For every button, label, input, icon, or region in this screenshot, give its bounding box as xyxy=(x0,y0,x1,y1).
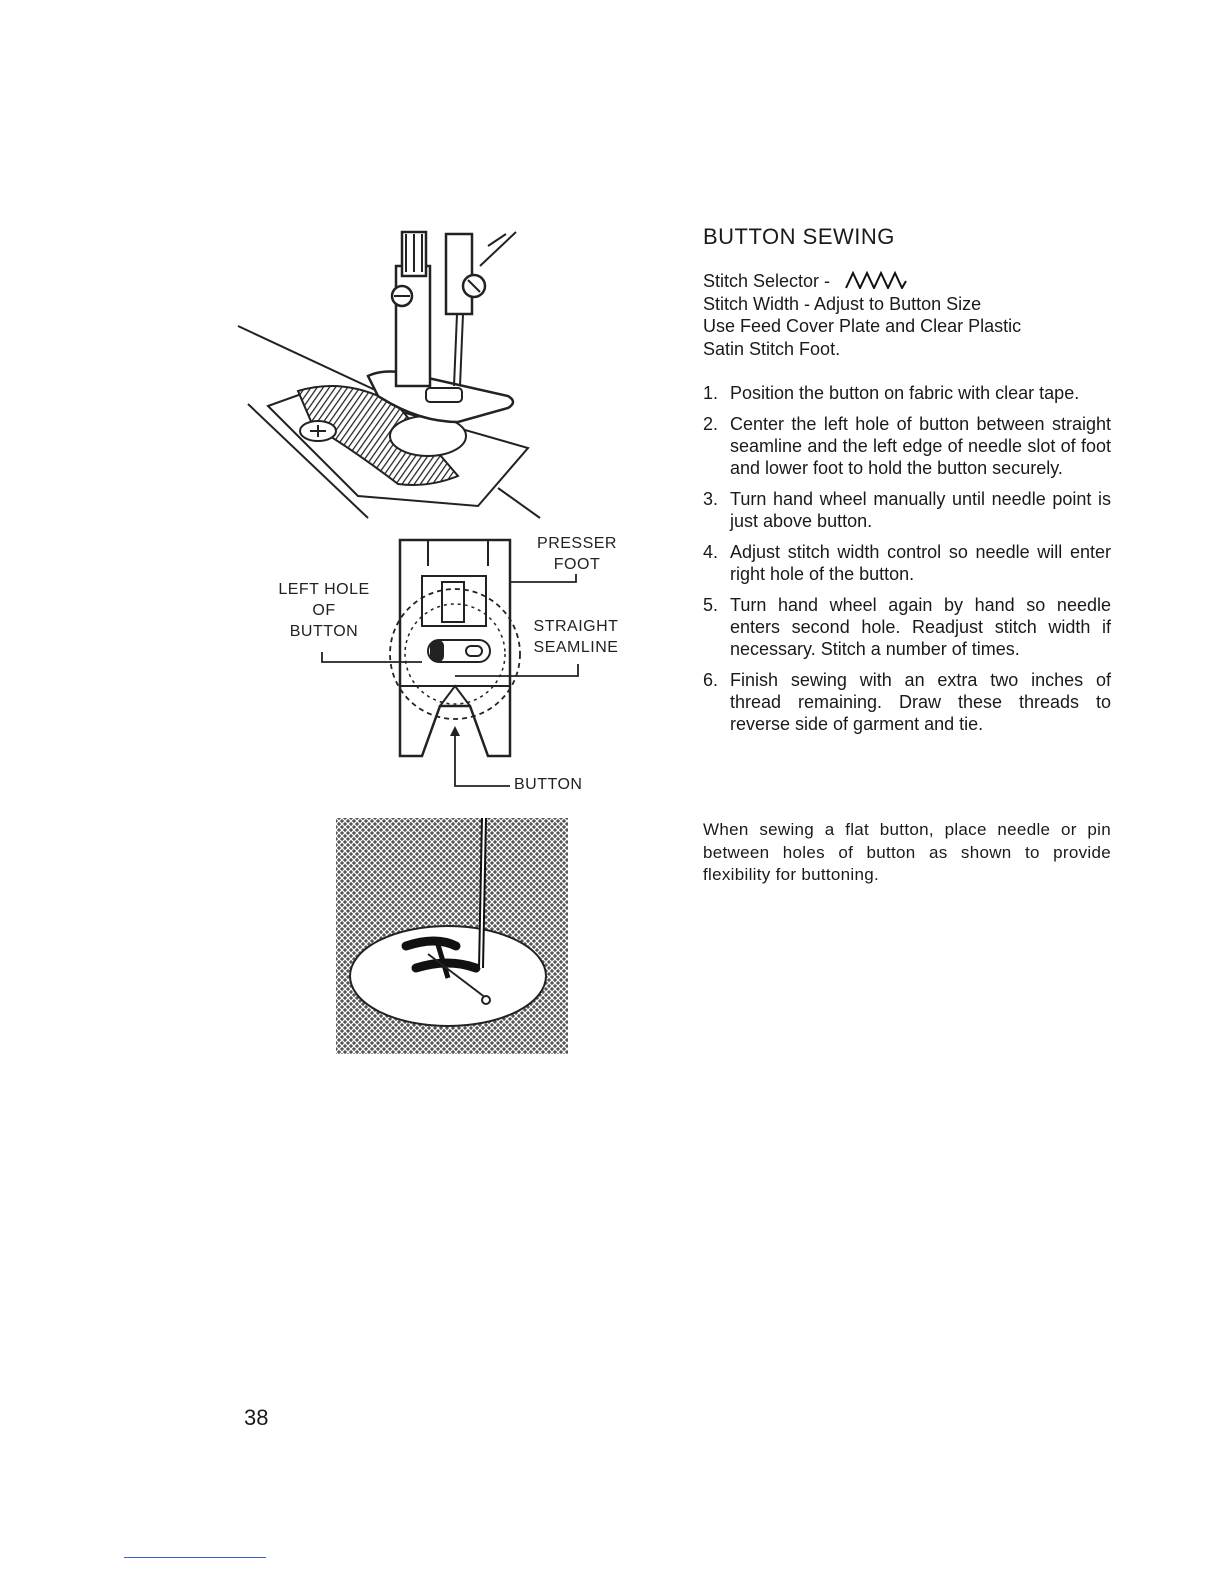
step-text: Finish sewing with an extra two inches of thread remaining. Draw these threads to reverse side of garment and tie. xyxy=(730,670,1111,734)
plate-line-2: Satin Stitch Foot. xyxy=(703,338,841,359)
foot-diagram xyxy=(300,536,610,796)
step-text: Position the button on fabric with clear tape. xyxy=(730,383,1080,403)
step-number: 1. xyxy=(703,383,719,403)
left-hole-label xyxy=(276,579,372,642)
step-number: 6. xyxy=(703,670,719,690)
presser-foot-illustration xyxy=(228,226,548,522)
flat-button-note: When sewing a flat button, place needle or pin between holes of button as shown to provide flexibility for buttoning. xyxy=(703,820,1111,884)
seamline-label-line1: STRAIGHT xyxy=(533,618,619,635)
page-number: 38 xyxy=(244,1405,269,1430)
step-text: Turn hand wheel again by hand so needle enters second hole. Readjust stitch width if necessary. Stitch a number of times. xyxy=(730,595,1111,659)
list-item xyxy=(703,413,1111,479)
section-title: BUTTON SEWING xyxy=(703,224,895,249)
step-text: Adjust stitch width control so needle will enter right hole of the button. xyxy=(730,542,1111,584)
presser-foot-label-line1: PRESSER xyxy=(537,535,617,552)
plate-line-1: Use Feed Cover Plate and Clear Plastic xyxy=(703,316,1022,336)
list-item xyxy=(703,594,1111,660)
left-hole-label-line2: OF xyxy=(312,602,336,619)
seamline-label-line2: SEAMLINE xyxy=(533,639,619,656)
list-item xyxy=(703,669,1111,735)
footer-rule xyxy=(124,1557,266,1558)
presser-foot-label-line2: FOOT xyxy=(553,556,601,573)
step-number: 4. xyxy=(703,542,719,562)
step-number: 5. xyxy=(703,595,719,615)
step-number: 2. xyxy=(703,414,719,434)
list-item xyxy=(703,488,1111,532)
stitch-specs xyxy=(703,270,1123,360)
zigzag-stitch-icon xyxy=(845,271,907,289)
stitch-width-line: Stitch Width - Adjust to Button Size xyxy=(703,293,982,314)
step-number: 3. xyxy=(703,489,719,509)
stitch-selector-label: Stitch Selector - xyxy=(703,271,831,291)
left-hole-label-line1: LEFT HOLE xyxy=(278,581,370,598)
list-item xyxy=(703,541,1111,585)
seamline-label xyxy=(530,616,622,658)
steps-list xyxy=(703,382,1111,744)
step-text: Turn hand wheel manually until needle point is just above button. xyxy=(730,489,1111,531)
stitch-selector-line xyxy=(703,270,1123,293)
button-label: BUTTON xyxy=(514,776,583,793)
step-text: Center the left hole of button between straight seamline and the left edge of needle slot of foot and lower foot to hold the button securely. xyxy=(730,414,1111,478)
left-hole-label-line3: BUTTON xyxy=(289,623,359,640)
presser-foot-label xyxy=(536,533,618,575)
button-sewing-illustration xyxy=(336,818,568,1054)
list-item xyxy=(703,382,1111,404)
